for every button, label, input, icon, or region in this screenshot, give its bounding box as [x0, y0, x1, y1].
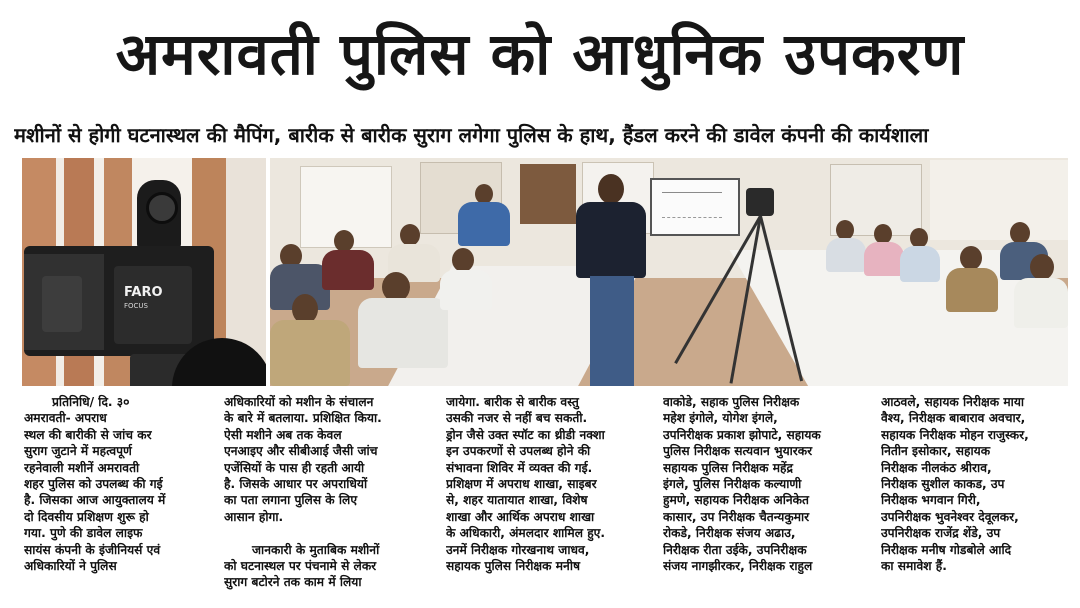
article-line: दो दिवसीय प्रशिक्षण शुरू हो — [24, 509, 149, 524]
article-line: संजय नागझीरकर, निरीक्षक राहुल — [663, 558, 813, 573]
article-line: अधिकारियों को मशीन के संचालन — [224, 395, 374, 409]
article-line: वाकोडे, सहाक पुलिस निरीक्षक — [663, 395, 800, 409]
article-line: का समावेश हैं. — [881, 558, 947, 573]
article-line: ऐसी मशीने अब तक केवल — [224, 427, 342, 442]
article-line: संभावना शिविर में व्यक्त की गई. — [446, 460, 593, 475]
article-column-4 — [663, 394, 867, 606]
article-line: निरीक्षक सुशील काकड, उप — [881, 476, 1005, 491]
article-line: है. जिसका आज आयुक्तालय में — [24, 493, 166, 508]
subheadline: मशीनों से होगी घटनास्थल की मैपिंग, बारीक से बारीक सुराग लगेगा पुलिस के हाथ, हैंडल करने की डावेल कंपनी की कार्यशाला — [14, 123, 929, 147]
article-line: रहनेवाली मशीनें अमरावती — [24, 460, 140, 475]
dateline: प्रतिनिधि/ दि. ३० — [52, 395, 130, 409]
article-line: अधिकारियों ने पुलिस — [24, 558, 117, 573]
article-line: गया. पुणे की डावेल लाइफ — [24, 526, 143, 541]
article-line: उसकी नजर से नहीं बच सकती. — [446, 411, 588, 426]
article-line: है. जिसके आधार पर अपराधियों — [224, 476, 368, 491]
article-line: उपनिरीक्षक भुवनेश्वर देवूलकर, — [881, 509, 1019, 524]
focus-label: FOCUS — [124, 302, 148, 310]
article-line: निरीक्षक रीता उईके, उपनिरीक्षक — [663, 542, 807, 557]
article-line: एनआइए और सीबीआई जैसी जांच — [224, 444, 378, 459]
scanner-lens — [146, 192, 178, 224]
article-line: नितीन इसोकार, सहायक — [881, 444, 991, 459]
article-line: के अधिकारी, अंमलदार शामिल हुए. — [446, 526, 606, 541]
faro-logo: FARO — [124, 285, 163, 300]
presenter — [598, 174, 624, 204]
article-line: जानकारी के मुताबिक मशीनों — [252, 542, 380, 557]
article-column-5 — [881, 394, 1071, 606]
article-line: शाखा और आर्थिक अपराध शाखा — [446, 509, 595, 524]
article-line: को घटनास्थल पर पंचनामे से लेकर — [224, 558, 377, 573]
article-line: सहायक पुलिस निरीक्षक महेंद्र — [663, 460, 793, 475]
article-line: प्रशिक्षण में अपराध शाखा, साइबर — [446, 476, 597, 491]
article-line: के बारे में बतलाया. प्रशिक्षित किया. — [224, 411, 382, 426]
article-line: निरीक्षक भगवान गिरी, — [881, 493, 981, 508]
article-line: उपनिरीक्षक राजेंद्र शेंडे, उप — [881, 526, 1001, 541]
article-line — [224, 525, 434, 541]
article-line: इन उपकरणों से उपलब्ध होने की — [446, 444, 591, 459]
article-line: अमरावती- अपराध — [24, 411, 107, 426]
photo-3d-scanner — [22, 158, 266, 386]
article-line: वैश्य, निरीक्षक बाबाराव अवचार, — [881, 411, 1026, 426]
article-line: सहायक पुलिस निरीक्षक मनीष — [446, 558, 581, 573]
article-line: ड्रोन जैसे उक्त स्पॉट का थ्रीडी नक्शा — [446, 427, 605, 442]
article-line: सुराग जुटाने में महत्वपूर्ण — [24, 444, 132, 459]
article-line: का पता लगाना पुलिस के लिए — [224, 493, 358, 508]
article-line: एजेंसियों के पास ही रहती आयी — [224, 460, 365, 475]
article-line: से, शहर यातायात शाखा, विशेष — [446, 493, 588, 508]
article-line: महेश इंगोले, योगेश इंगले, — [663, 411, 778, 426]
photo-training-session — [270, 158, 1068, 386]
article-column-1 — [24, 394, 208, 606]
article-line: सहायक निरीक्षक मोहन राजुस्कर, — [881, 427, 1029, 442]
article-line: इंगले, पुलिस निरीक्षक कल्याणी — [663, 476, 802, 491]
article-line: उपनिरीक्षक प्रकाश झोपाटे, सहायक — [663, 427, 821, 442]
article-line: रोकडे, निरीक्षक संजय अढाउ, — [663, 526, 796, 541]
article-line: आसान होगा. — [224, 509, 284, 524]
headline: अमरावती पुलिस को आधुनिक उपकरण — [115, 20, 965, 88]
article-line: कासार, उप निरीक्षक चैतन्यकुमार — [663, 509, 810, 524]
article-line: निरीक्षक नीलकंठ श्रीराव, — [881, 460, 992, 475]
article-line: निरीक्षक मनीष गोडबोले आदि — [881, 542, 1012, 557]
article-line: शहर पुलिस को उपलब्ध की गई — [24, 476, 163, 491]
article-line: जायेगा. बारीक से बारीक वस्तु — [446, 395, 579, 409]
article-line: स्थल की बारीकी से जांच कर — [24, 427, 152, 442]
article-column-2 — [224, 394, 434, 606]
article-line: पुलिस निरीक्षक सत्यवान भुयारकर — [663, 444, 813, 459]
article-line: सुराग बटोरने तक काम में लिया — [224, 575, 362, 590]
article-line: हुमणे, सहायक निरीक्षक अनिकेत — [663, 493, 809, 508]
article-column-3 — [446, 394, 650, 606]
article-line: सायंस कंपनी के इंजीनियर्स एवं — [24, 542, 161, 557]
article-line: उनमें निरीक्षक गोरखनाथ जाधव, — [446, 542, 590, 557]
article-line: आठवले, सहायक निरीक्षक माया — [881, 395, 1025, 409]
